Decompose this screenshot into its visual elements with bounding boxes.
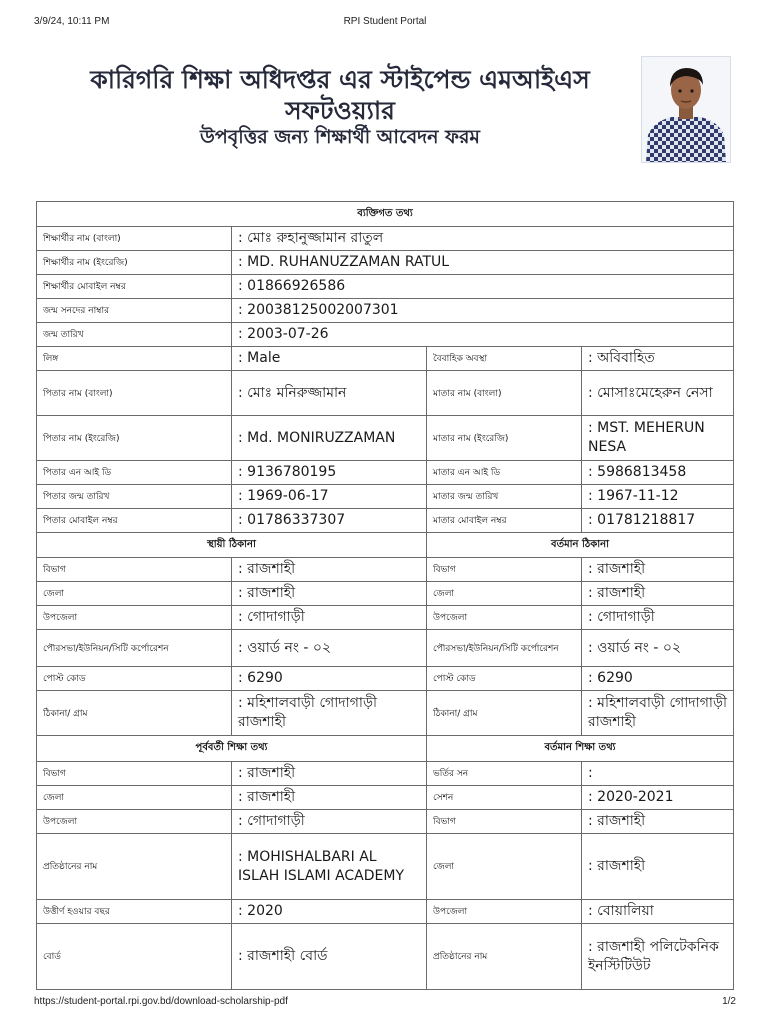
print-page-number: 1/2 [722, 996, 736, 1007]
value-cur-upazila: : বোয়ালিয়া [582, 900, 734, 924]
value-prev-district: : রাজশাহী [232, 786, 427, 810]
value-father-name-bn: : মোঃ মনিরুজ্জামান [232, 371, 427, 416]
value-pres-village: : মহিশালবাড়ী গোদাগাড়ী রাজশাহী [582, 691, 734, 736]
application-form-table [36, 201, 734, 990]
value-perm-post-code: : 6290 [232, 667, 427, 691]
label-birth-registration: জন্ম সনদের নাম্বার [37, 299, 232, 323]
value-cur-district: : রাজশাহী [582, 834, 734, 900]
value-pres-post-code: : 6290 [582, 667, 734, 691]
value-date-of-birth: : 2003-07-26 [232, 323, 734, 347]
label-father-dob: পিতার জন্ম তারিখ [37, 485, 232, 509]
section-permanent-address: স্থায়ী ঠিকানা [37, 533, 427, 558]
label-perm-district: জেলা [37, 582, 232, 606]
label-pres-village: ঠিকানা/ গ্রাম [427, 691, 582, 736]
value-name-bn: : মোঃ রুহানুজ্জামান রাতুল [232, 227, 734, 251]
label-cur-district: জেলা [427, 834, 582, 900]
label-student-mobile: শিক্ষার্থীর মোবাইল নম্বর [37, 275, 232, 299]
label-cur-upazila: উপজেলা [427, 900, 582, 924]
value-father-mobile: : 01786337307 [232, 509, 427, 533]
label-cur-institution: প্রতিষ্ঠানের নাম [427, 924, 582, 990]
value-cur-institution: : রাজশাহী পলিটেকনিক ইনস্টিটিউট [582, 924, 734, 990]
value-prev-upazila: : গোদাগাড়ী [232, 810, 427, 834]
value-perm-village: : মহিশালবাড়ী গোদাগাড়ী রাজশাহী [232, 691, 427, 736]
label-mother-name-en: মাতার নাম (ইংরেজি) [427, 416, 582, 461]
form-subtitle: উপবৃত্তির জন্য শিক্ষার্থী আবেদন ফরম [200, 126, 480, 148]
form-title-line-1: কারিগরি শিক্ষা অধিদপ্তর এর স্টাইপেন্ড এমআইএস [90, 65, 590, 94]
label-pres-upazila: উপজেলা [427, 606, 582, 630]
print-footer [34, 996, 736, 1010]
value-mother-dob: : 1967-11-12 [582, 485, 734, 509]
label-pres-union: পৌরসভা/ইউনিয়ন/সিটি কর্পোরেশন [427, 630, 582, 667]
label-marital-status: বৈবাহিক অবস্থা [427, 347, 582, 371]
value-mother-mobile: : 01781218817 [582, 509, 734, 533]
label-father-nid: পিতার এন আই ডি [37, 461, 232, 485]
student-photo-icon [641, 56, 731, 163]
value-cur-division: : রাজশাহী [582, 810, 734, 834]
value-session: : 2020-2021 [582, 786, 734, 810]
print-header [34, 16, 736, 30]
value-father-name-en: : Md. MONIRUZZAMAN [232, 416, 427, 461]
value-pres-union: : ওয়ার্ড নং - ০২ [582, 630, 734, 667]
value-name-en: : MD. RUHANUZZAMAN RATUL [232, 251, 734, 275]
label-pres-division: বিভাগ [427, 558, 582, 582]
value-marital-status: : অবিবাহিত [582, 347, 734, 371]
label-prev-institution: প্রতিষ্ঠানের নাম [37, 834, 232, 900]
label-pres-post-code: পোস্ট কোড [427, 667, 582, 691]
value-prev-division: : রাজশাহী [232, 762, 427, 786]
value-mother-nid: : 5986813458 [582, 461, 734, 485]
label-mother-mobile: মাতার মোবাইল নম্বর [427, 509, 582, 533]
label-cur-division: বিভাগ [427, 810, 582, 834]
print-datetime: 3/9/24, 10:11 PM [34, 16, 110, 27]
value-pres-division: : রাজশাহী [582, 558, 734, 582]
value-admission-year: : [582, 762, 734, 786]
form-title [40, 64, 640, 126]
print-url: https://student-portal.rpi.gov.bd/download-scholarship-pdf [34, 996, 288, 1007]
value-perm-division: : রাজশাহী [232, 558, 427, 582]
label-perm-union: পৌরসভা/ইউনিয়ন/সিটি কর্পোরেশন [37, 630, 232, 667]
student-photo-svg [642, 57, 730, 162]
label-father-name-bn: পিতার নাম (বাংলা) [37, 371, 232, 416]
label-passing-year: উত্তীর্ণ হওয়ার বছর [37, 900, 232, 924]
label-pres-district: জেলা [427, 582, 582, 606]
value-passing-year: : 2020 [232, 900, 427, 924]
label-mother-dob: মাতার জন্ম তারিখ [427, 485, 582, 509]
print-title: RPI Student Portal [343, 16, 427, 27]
value-board: : রাজশাহী বোর্ড [232, 924, 427, 990]
section-previous-education: পূর্ববর্তী শিক্ষা তথ্য [37, 736, 427, 762]
label-perm-division: বিভাগ [37, 558, 232, 582]
value-pres-upazila: : গোদাগাড়ী [582, 606, 734, 630]
label-session: সেশন [427, 786, 582, 810]
label-perm-upazila: উপজেলা [37, 606, 232, 630]
value-perm-district: : রাজশাহী [232, 582, 427, 606]
section-current-education: বর্তমান শিক্ষা তথ্য [427, 736, 734, 762]
value-perm-upazila: : গোদাগাড়ী [232, 606, 427, 630]
value-pres-district: : রাজশাহী [582, 582, 734, 606]
value-father-dob: : 1969-06-17 [232, 485, 427, 509]
section-personal-info: ব্যক্তিগত তথ্য [37, 202, 734, 227]
value-student-mobile: : 01866926586 [232, 275, 734, 299]
value-prev-institution: : MOHISHALBARI AL ISLAH ISLAMI ACADEMY [232, 834, 427, 900]
value-mother-name-bn: : মোসাঃমেহেরুন নেসা [582, 371, 734, 416]
label-admission-year: ভর্তির সন [427, 762, 582, 786]
label-father-mobile: পিতার মোবাইল নম্বর [37, 509, 232, 533]
value-birth-registration: : 20038125002007301 [232, 299, 734, 323]
label-prev-upazila: উপজেলা [37, 810, 232, 834]
section-present-address: বর্তমান ঠিকানা [427, 533, 734, 558]
label-date-of-birth: জন্ম তারিখ [37, 323, 232, 347]
label-mother-name-bn: মাতার নাম (বাংলা) [427, 371, 582, 416]
label-perm-post-code: পোস্ট কোড [37, 667, 232, 691]
label-father-name-en: পিতার নাম (ইংরেজি) [37, 416, 232, 461]
label-prev-district: জেলা [37, 786, 232, 810]
value-father-nid: : 9136780195 [232, 461, 427, 485]
value-perm-union: : ওয়ার্ড নং - ০২ [232, 630, 427, 667]
form-title-line-2: সফটওয়্যার [285, 96, 395, 125]
label-gender: লিঙ্গ [37, 347, 232, 371]
label-board: বোর্ড [37, 924, 232, 990]
label-perm-village: ঠিকানা/ গ্রাম [37, 691, 232, 736]
label-mother-nid: মাতার এন আই ডি [427, 461, 582, 485]
label-name-bn: শিক্ষার্থীর নাম (বাংলা) [37, 227, 232, 251]
value-mother-name-en: : MST. MEHERUN NESA [582, 416, 734, 461]
label-prev-division: বিভাগ [37, 762, 232, 786]
label-name-en: শিক্ষার্থীর নাম (ইংরেজি) [37, 251, 232, 275]
value-gender: : Male [232, 347, 427, 371]
